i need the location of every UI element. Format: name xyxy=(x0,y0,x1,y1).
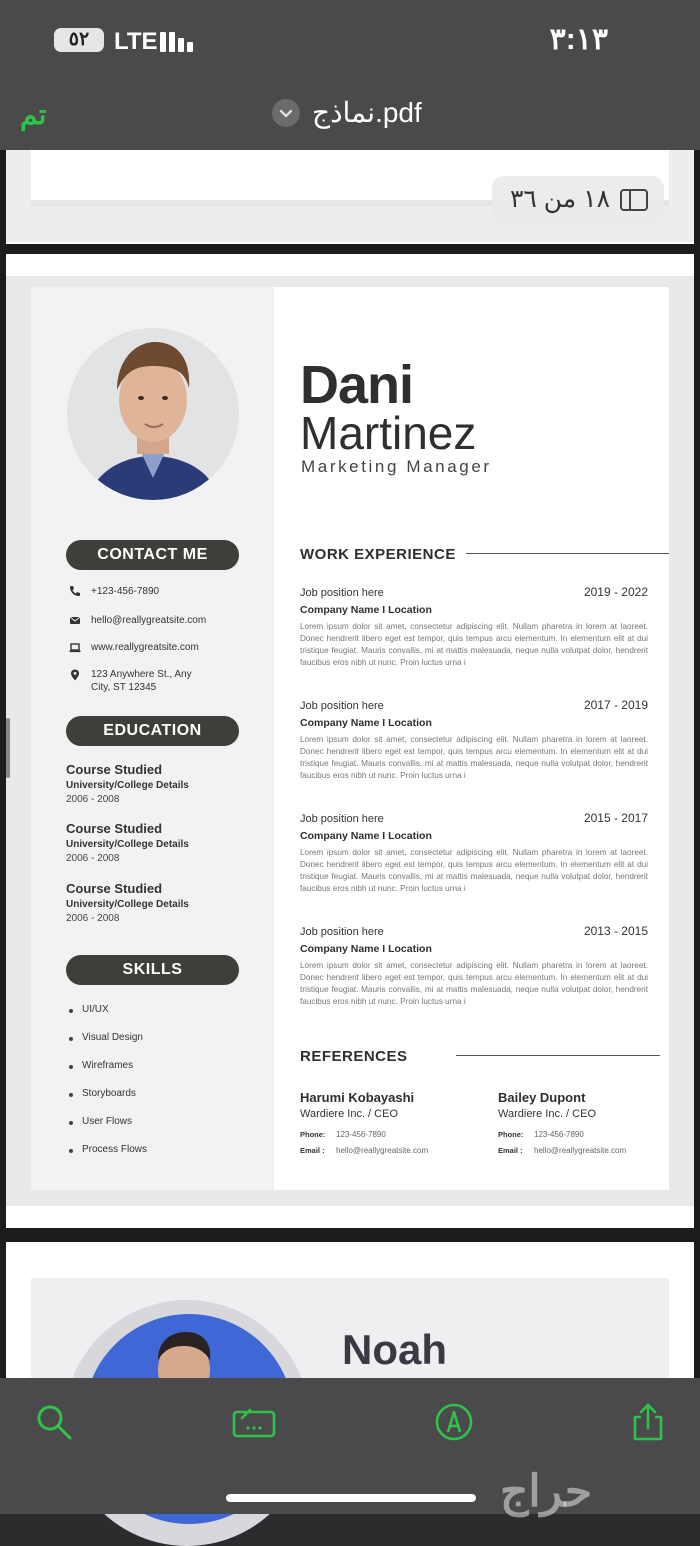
job-years: 2019 - 2022 xyxy=(583,585,648,599)
job-company: Company Name I Location xyxy=(300,717,432,729)
job-company: Company Name I Location xyxy=(300,830,432,842)
job-position: Job position here xyxy=(300,926,384,938)
page-indicator[interactable] xyxy=(492,176,664,224)
page-divider xyxy=(6,242,694,244)
home-indicator[interactable] xyxy=(226,1494,476,1502)
battery-indicator: ٥٢ xyxy=(54,28,104,52)
phone-icon xyxy=(68,584,82,598)
contact-website: www.reallygreatsite.com xyxy=(91,642,199,653)
education-years: 2006 - 2008 xyxy=(66,913,120,924)
references-heading: REFERENCES xyxy=(300,1048,408,1065)
skill-item: User Flows xyxy=(82,1116,133,1127)
contact-address: 123 Anywhere St., Any City, ST 12345 xyxy=(91,669,192,693)
reference-company: Wardiere Inc. / CEO xyxy=(300,1108,399,1120)
skills-heading: SKILLS xyxy=(66,955,239,985)
reference-phone-label: Phone: xyxy=(498,1130,524,1139)
education-years: 2006 - 2008 xyxy=(66,853,120,864)
education-school: University/College Details xyxy=(66,899,189,910)
reference-email-label: Email : xyxy=(498,1146,523,1155)
skill-item: Process Flows xyxy=(82,1144,148,1155)
reference-email: hello@reallygreatsite.com xyxy=(534,1146,627,1155)
contact-phone: +123-456-7890 xyxy=(91,586,160,597)
job-company: Company Name I Location xyxy=(300,604,432,616)
job-position: Job position here xyxy=(300,813,384,825)
skill-item: Wireframes xyxy=(82,1060,134,1071)
done-button[interactable]: تم xyxy=(20,99,47,130)
skill-item: Storyboards xyxy=(82,1088,136,1099)
document-title[interactable]: نماذج.pdf xyxy=(312,97,422,128)
reference-company: Wardiere Inc. / CEO xyxy=(498,1108,597,1120)
keyboard-icon[interactable] xyxy=(232,1402,276,1442)
sidebar-toggle-icon xyxy=(620,189,648,211)
page-indicator-text: ١٨ من ٣٦ xyxy=(509,185,610,213)
network-type: LTE xyxy=(114,28,158,55)
search-icon[interactable] xyxy=(34,1402,74,1442)
job-years: 2013 - 2015 xyxy=(583,924,648,938)
profile-photo xyxy=(67,328,239,500)
job-description: Lorem ipsum dolor sit amet, consectetur adipiscing elit. Nullam pharetra in lorem at laoreet. Donec hendrerit libero eget est tempor, quis tempus arcu elementum. In elementum elit at dui tristique feugiat. Mauris convallis, mi at mattis malesuada, neque nulla volutpat dolor, hendrerit faucibus eros nibh ut nunc. Proin luctus urna i xyxy=(300,622,648,668)
mail-icon xyxy=(68,613,82,627)
location-pin-icon xyxy=(68,668,82,682)
bullet-icon xyxy=(69,1009,73,1013)
job-position: Job position here xyxy=(300,587,384,599)
bullet-icon xyxy=(69,1149,73,1153)
scroll-handle[interactable] xyxy=(6,718,10,778)
education-title: Course Studied xyxy=(66,762,163,777)
work-heading: WORK EXPERIENCE xyxy=(300,546,456,563)
contact-heading: CONTACT ME xyxy=(66,540,239,570)
resume-first-name: Dani xyxy=(300,355,414,415)
job-description: Lorem ipsum dolor sit amet, consectetur adipiscing elit. Nullam pharetra in lorem at laoreet. Donec hendrerit libero eget est tempor, quis tempus arcu elementum. In elementum elit at dui tristique feugiat. Mauris convallis, mi at mattis malesuada, neque nulla volutpat dolor, hendrerit faucibus eros nibh ut nunc. Proin luctus urna i xyxy=(300,848,648,894)
watermark-logo: حراج xyxy=(500,1467,593,1516)
title-menu-button[interactable] xyxy=(272,99,300,127)
job-description: Lorem ipsum dolor sit amet, consectetur adipiscing elit. Nullam pharetra in lorem at laoreet. Donec hendrerit libero eget est tempor, quis tempus arcu elementum. In elementum elit at dui tristique feugiat. Mauris convallis, mi at mattis malesuada, neque nulla volutpat dolor, hendrerit faucibus eros nibh ut nunc. Proin luctus urna i xyxy=(300,961,648,1007)
education-title: Course Studied xyxy=(66,821,163,836)
chevron-down-icon xyxy=(272,99,300,127)
laptop-icon xyxy=(68,641,82,655)
skill-item: UI/UX xyxy=(82,1004,109,1015)
reference-phone-label: Phone: xyxy=(300,1130,326,1139)
job-years: 2017 - 2019 xyxy=(583,698,648,712)
skill-item: Visual Design xyxy=(82,1032,143,1043)
education-years: 2006 - 2008 xyxy=(66,794,120,805)
markup-icon[interactable] xyxy=(434,1402,474,1442)
education-school: University/College Details xyxy=(66,780,189,791)
reference-phone: 123-456-7890 xyxy=(336,1130,386,1139)
education-title: Course Studied xyxy=(66,881,163,896)
divider xyxy=(466,553,669,554)
education-school: University/College Details xyxy=(66,839,189,850)
resume-role: Marketing Manager xyxy=(301,457,492,476)
job-position: Job position here xyxy=(300,700,384,712)
bullet-icon xyxy=(69,1093,73,1097)
reference-email-label: Email : xyxy=(300,1146,325,1155)
status-time: ٣:١٣ xyxy=(549,23,608,56)
divider xyxy=(456,1055,660,1056)
reference-email: hello@reallygreatsite.com xyxy=(336,1146,429,1155)
bullet-icon xyxy=(69,1037,73,1041)
job-years: 2015 - 2017 xyxy=(583,811,648,825)
resume-last-name: Martinez xyxy=(300,407,477,459)
job-description: Lorem ipsum dolor sit amet, consectetur adipiscing elit. Nullam pharetra in lorem at laoreet. Donec hendrerit libero eget est tempor, quis tempus arcu elementum. In elementum elit at dui tristique feugiat. Mauris convallis, mi at mattis malesuada, neque nulla volutpat dolor, hendrerit faucibus eros nibh ut nunc. Proin luctus urna i xyxy=(300,735,648,781)
signal-icon xyxy=(160,30,200,52)
reference-name: Harumi Kobayashi xyxy=(300,1090,415,1105)
reference-phone: 123-456-7890 xyxy=(534,1130,584,1139)
next-page-name: Noah xyxy=(342,1326,447,1373)
share-icon[interactable] xyxy=(628,1402,668,1442)
reference-name: Bailey Dupont xyxy=(498,1090,586,1105)
contact-email: hello@reallygreatsite.com xyxy=(91,615,207,626)
education-heading: EDUCATION xyxy=(66,716,239,746)
bullet-icon xyxy=(69,1065,73,1069)
bullet-icon xyxy=(69,1121,73,1125)
job-company: Company Name I Location xyxy=(300,943,432,955)
